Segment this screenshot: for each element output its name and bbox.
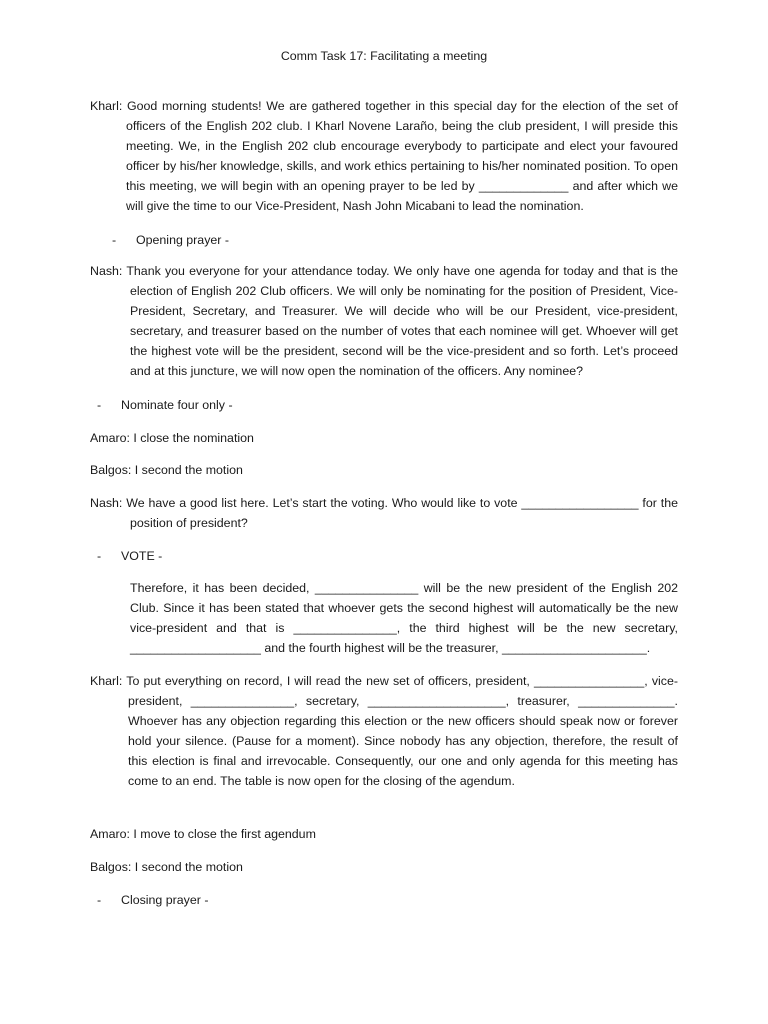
bullet-vote	[97, 546, 162, 566]
bullet-vote-text: VOTE -	[121, 549, 163, 563]
bullet-closing-prayer	[97, 890, 208, 910]
kharl-opening-text: Kharl: Good morning students! We are gathered together in this special day for the election of the set of officers of the English 202 club. I Kharl Novene Laraño, being the club president, I will preside this meeting. We, in the English 202 club encourage everybody to participate and elect your favoured officer by his/her knowledge, skills, and work ethics pertaining to his/her nominated position. To open this meeting, we will begin with an opening prayer to be led by _____________ and after which we will give the time to our Vice-President, Nash John Micabani to lead the nomination.	[90, 99, 678, 213]
nash-first-speech	[90, 261, 678, 381]
bullet-nominate-text: Nominate four only -	[121, 398, 233, 412]
document-title: Comm Task 17: Facilitating a meeting	[280, 49, 488, 63]
nash-second-speech	[90, 493, 678, 533]
kharl-opening-speech	[90, 96, 678, 216]
bullet-dash: -	[97, 398, 102, 412]
amaro-close-agendum: Amaro: I move to close the first agendum	[90, 827, 316, 841]
kharl-closing-speech	[90, 671, 678, 791]
bullet-dash: -	[97, 549, 102, 563]
balgos-second-motion-2: Balgos: I second the motion	[90, 860, 243, 874]
bullet-nominate	[97, 395, 233, 415]
bullet-opening-prayer	[112, 230, 229, 250]
decision-paragraph: Therefore, it has been decided, _______________ will be the new president of the English 202 Club. Since it has been stated that whoever gets the second highest will automatically be the new vice-president and that is _______________, the third highest will be the new secretary, ___________________ and the fourth highest will be the treasurer, _____________________.	[130, 581, 678, 655]
nash-first-text: Nash: Thank you everyone for your attendance today. We only have one agenda for today and that is the election of English 202 Club officers. We will only be nominating for the position of President, Vice-President, Secretary, and Treasurer. We will decide who will be our President, vice-president, secretary, and treasurer based on the number of votes that each nominee will get. Whoever will get the highest vote will be the president, second will be the vice-president and so forth. Let’s proceed and at this juncture, we will now open the nomination of the officers. Any nominee?	[90, 264, 678, 378]
bullet-dash: -	[112, 233, 117, 247]
balgos-second-motion: Balgos: I second the motion	[90, 463, 243, 477]
bullet-opening-prayer-text: Opening prayer -	[136, 233, 229, 247]
amaro-close-nomination: Amaro: I close the nomination	[90, 431, 254, 445]
bullet-dash: -	[97, 893, 102, 907]
bullet-closing-prayer-text: Closing prayer -	[121, 893, 209, 907]
nash-second-text: Nash: We have a good list here. Let’s start the voting. Who would like to vote _________________ for the position of president?	[90, 496, 678, 530]
kharl-closing-text: Kharl: To put everything on record, I will read the new set of officers, president, ________________, vice-president, _______________, secretary, ____________________, treasurer, ______________. Whoever has any objection regarding this election or the new officers should speak now or forever hold your silence. (Pause for a moment). Since nobody has any objection, therefore, the result of this election is final and irrevocable. Consequently, our one and only agenda for this meeting has come to an end. The table is now open for the closing of the agendum.	[90, 674, 678, 788]
